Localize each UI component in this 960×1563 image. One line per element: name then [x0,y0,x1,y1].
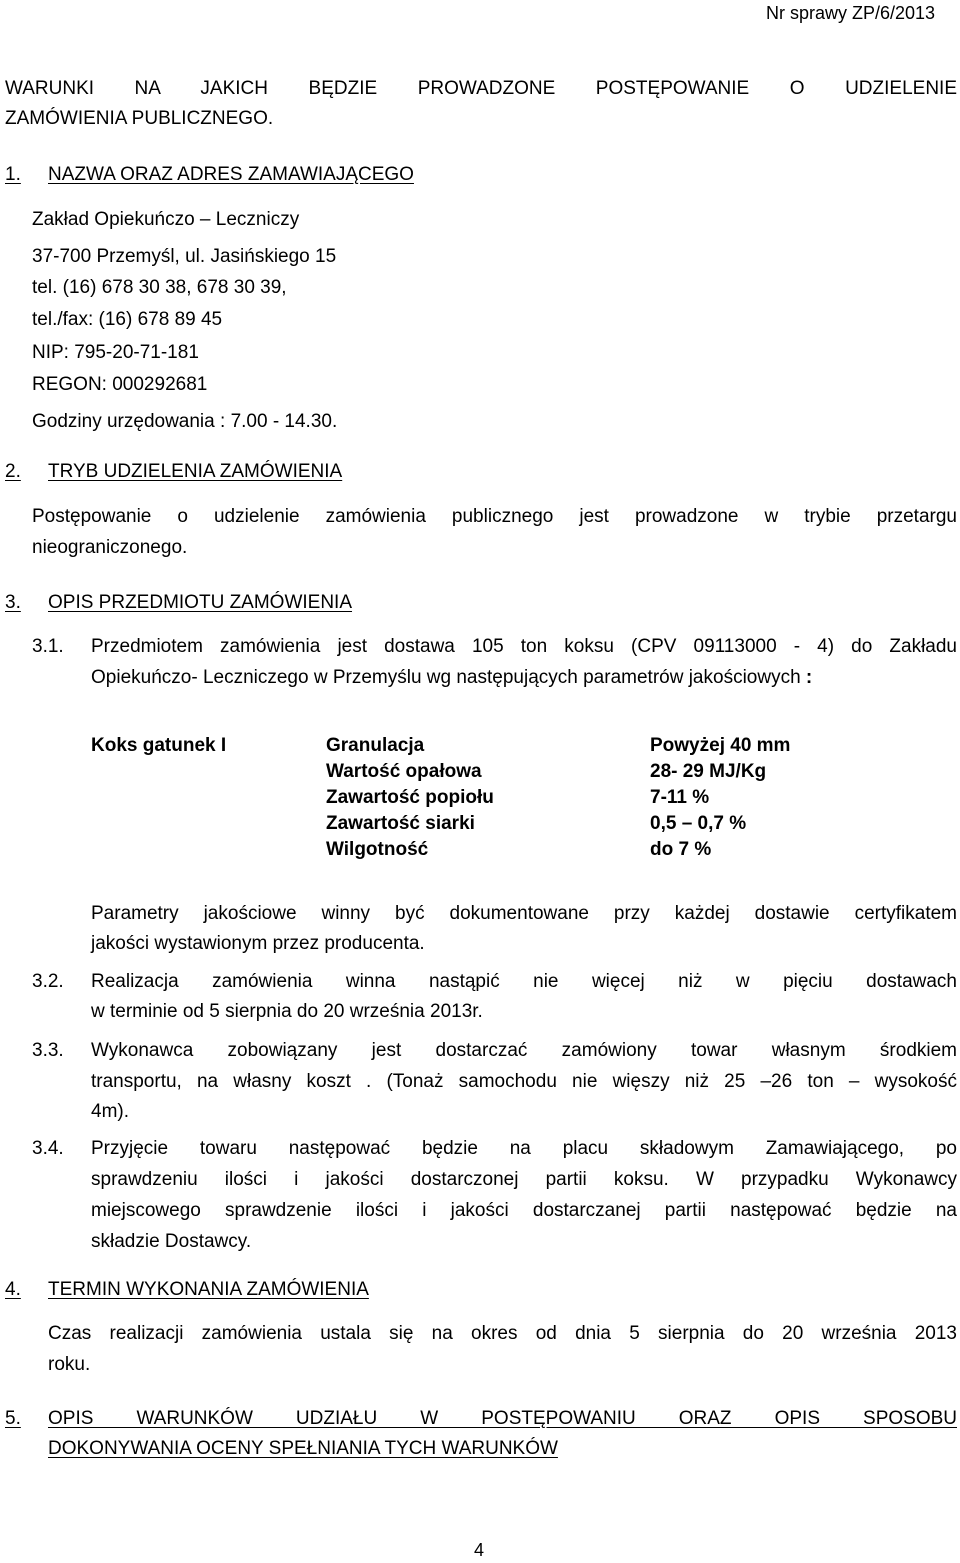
section-4-heading: TERMIN WYKONANIA ZAMÓWIENIA [48,1279,369,1300]
spec-value: 7-11 % [650,787,710,808]
section-2-text-line2: nieograniczonego. [32,537,188,558]
point-3-3-line1: Wykonawca zobowiązany jest dostarczać zamówiony towar własnym środkiem [91,1040,957,1061]
section-5-heading-line1: OPIS WARUNKÓW UDZIAŁU W POSTĘPOWANIU ORAZ OPIS SPOSOBU [48,1408,957,1429]
section-4-text-line2: roku. [48,1354,91,1375]
point-3-1-line1: Przedmiotem zamówienia jest dostawa 105 ton koksu (CPV 09113000 - 4) do Zakładu [91,636,957,657]
section-3-heading: OPIS PRZEDMIOTU ZAMÓWIENIA [48,592,353,613]
spec-value: Powyżej 40 mm [650,735,791,756]
section-4-number: 4. [5,1279,21,1300]
point-3-4-number: 3.4. [32,1138,64,1159]
spec-value: 28- 29 MJ/Kg [650,761,767,782]
certificate-line2: jakości wystawionym przez producenta. [91,933,425,954]
section-2-number: 2. [5,461,21,482]
contractor-address: 37-700 Przemyśl, ul. Jasińskiego 15 [32,246,337,267]
office-hours [32,411,337,433]
point-3-2-line2: w terminie od 5 sierpnia do 20 września 2013r. [91,1001,483,1022]
office-hours-value: 7.00 - 14.30. [230,411,338,432]
point-3-3-line2: transportu, na własny koszt . (Tonaż samochodu nie więszy niż 25 –26 ton – wysokość [91,1071,957,1092]
section-4-text-line1: Czas realizacji zamówienia ustala się na okres od dnia 5 sierpnia do 20 września 2013 [48,1323,957,1344]
point-3-4-line1: Przyjęcie towaru następować będzie na placu składowym Zamawiającego, po [91,1138,957,1159]
section-5-number: 5. [5,1408,21,1429]
point-3-3-line3: 4m). [91,1101,129,1122]
point-3-1-colon: : [805,667,813,688]
spec-param: Wartość opałowa [326,761,482,782]
contractor-nip: NIP: 795-20-71-181 [32,342,199,363]
contractor-name: Zakład Opiekuńczo – Leczniczy [32,209,300,230]
section-1-number: 1. [5,164,21,185]
point-3-4-line2: sprawdzeniu ilości i jakości dostarczonej partii koksu. W przypadku Wykonawcy [91,1169,957,1190]
page-number: 4 [474,1540,485,1560]
point-3-2-number: 3.2. [32,971,64,992]
point-3-1-line2-text: Opiekuńczo- Leczniczego w Przemyślu wg następujących parametrów jakościowych [91,667,806,688]
section-2-text-line1: Postępowanie o udzielenie zamówienia publicznego jest prowadzone w trybie przetargu [32,506,957,527]
office-hours-label: Godziny urzędowania : [32,411,231,432]
spec-param: Granulacja [326,735,425,756]
spec-param: Zawartość siarki [326,813,475,834]
point-3-1-number: 3.1. [32,636,64,657]
spec-value: do 7 % [650,839,712,860]
point-3-4-line4: składzie Dostawcy. [91,1231,252,1252]
certificate-line1: Parametry jakościowe winny być dokumentowane przy każdej dostawie certyfikatem [91,903,957,924]
point-3-2-line1: Realizacja zamówienia winna nastąpić nie więcej niż w pięciu dostawach [91,971,957,992]
contractor-phone: tel. (16) 678 30 38, 678 30 39, [32,277,287,298]
document-title-line1: WARUNKI NA JAKICH BĘDZIE PROWADZONE POSTĘPOWANIE O UDZIELENIE [5,78,957,99]
case-number: Nr sprawy ZP/6/2013 [766,3,936,23]
point-3-3-number: 3.3. [32,1040,64,1061]
section-2-heading: TRYB UDZIELENIA ZAMÓWIENIA [48,461,343,482]
point-3-4-line3: miejscowego sprawdzenie ilości i jakości dostarczanej partii następować będzie na [91,1200,957,1221]
point-3-1-line2 [91,667,812,689]
spec-value: 0,5 – 0,7 % [650,813,747,834]
section-5-heading-line2: DOKONYWANIA OCENY SPEŁNIANIA TYCH WARUNKÓW [48,1438,558,1459]
document-title-line2: ZAMÓWIENIA PUBLICZNEGO. [5,108,274,129]
spec-param: Zawartość popiołu [326,787,494,808]
spec-product: Koks gatunek I [91,735,227,756]
contractor-fax: tel./fax: (16) 678 89 45 [32,309,223,330]
section-1-heading: NAZWA ORAZ ADRES ZAMAWIAJĄCEGO [48,164,414,185]
contractor-regon: REGON: 000292681 [32,374,208,395]
section-3-number: 3. [5,592,21,613]
spec-param: Wilgotność [326,839,429,860]
